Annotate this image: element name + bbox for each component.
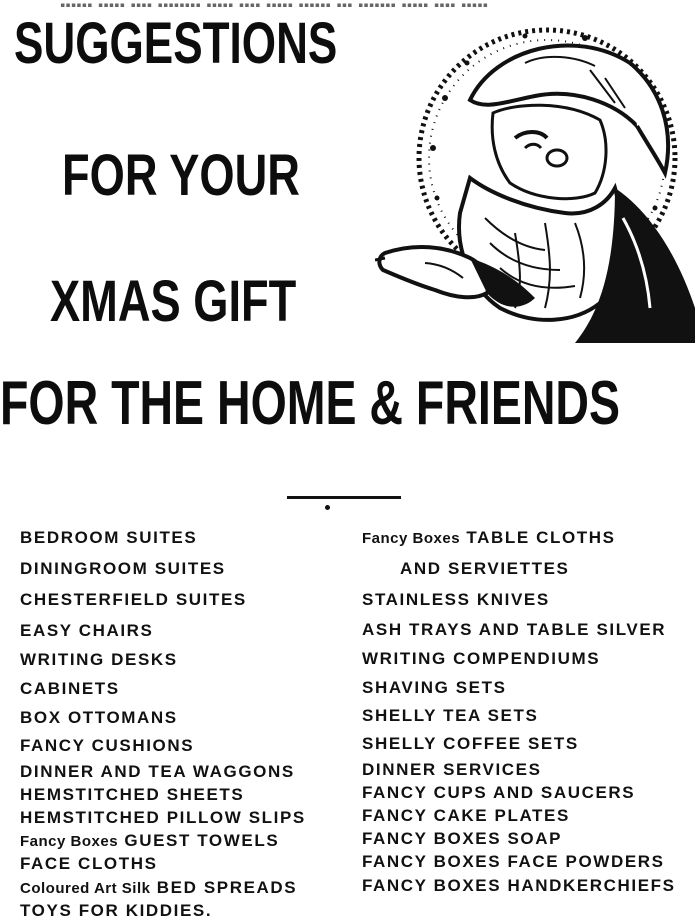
headline-xmas-gift: XMAS GIFT bbox=[50, 269, 297, 334]
list-item: TOYS FOR KIDDIES. bbox=[20, 901, 213, 920]
list-item: EASY CHAIRS bbox=[20, 621, 154, 640]
list-item: FANCY BOXES HANDKERCHIEFS bbox=[362, 876, 676, 895]
list-item: DINNER SERVICES bbox=[362, 760, 542, 779]
list-item: DINNER AND TEA WAGGONS bbox=[20, 762, 295, 781]
divider-ornament bbox=[325, 505, 330, 510]
list-item: ASH TRAYS AND TABLE SILVER bbox=[362, 620, 667, 639]
section-divider bbox=[287, 496, 401, 499]
list-item: BEDROOM SUITES bbox=[20, 528, 198, 547]
list-item: CABINETS bbox=[20, 679, 120, 698]
list-item: Fancy Boxes TABLE CLOTHS bbox=[362, 528, 616, 547]
list-item: BOX OTTOMANS bbox=[20, 708, 178, 727]
list-item: FANCY CAKE PLATES bbox=[362, 806, 570, 825]
headline-suggestions: SUGGESTIONS bbox=[14, 11, 338, 76]
list-item: SHELLY TEA SETS bbox=[362, 706, 539, 725]
headline-for-your: FOR YOUR bbox=[62, 143, 300, 208]
list-item: SHELLY COFFEE SETS bbox=[362, 734, 579, 753]
list-item: HEMSTITCHED PILLOW SLIPS bbox=[20, 808, 306, 827]
bleed-through-text: ▪▪▪▪▪▪ ▪▪▪▪▪ ▪▪▪▪ ▪▪▪▪▪▪▪▪ ▪▪▪▪▪ ▪▪▪▪ ▪▪▪▪▪ ▪▪▪▪▪▪ ▪▪▪ ▪▪▪▪▪▪▪ ▪▪▪▪▪ ▪▪▪▪ ▪▪▪▪▪ bbox=[60, 0, 489, 10]
list-item: DININGROOM SUITES bbox=[20, 559, 226, 578]
headline-home-friends: FOR THE HOME & FRIENDS bbox=[0, 369, 621, 438]
list-item: Fancy Boxes GUEST TOWELS bbox=[20, 831, 280, 850]
list-item: CHESTERFIELD SUITES bbox=[20, 590, 247, 609]
list-item: Coloured Art Silk BED SPREADS bbox=[20, 878, 298, 897]
list-item: FANCY CUPS AND SAUCERS bbox=[362, 783, 636, 802]
list-item: FACE CLOTHS bbox=[20, 854, 158, 873]
list-item: WRITING COMPENDIUMS bbox=[362, 649, 601, 668]
list-item: HEMSTITCHED SHEETS bbox=[20, 785, 245, 804]
list-item: WRITING DESKS bbox=[20, 650, 178, 669]
list-item: FANCY CUSHIONS bbox=[20, 736, 195, 755]
list-item: STAINLESS KNIVES bbox=[362, 590, 550, 609]
list-item: SHAVING SETS bbox=[362, 678, 507, 697]
list-item: AND SERVIETTES bbox=[400, 559, 570, 578]
list-item: FANCY BOXES FACE POWDERS bbox=[362, 852, 665, 871]
santa-claus-icon bbox=[375, 8, 700, 343]
list-item: FANCY BOXES SOAP bbox=[362, 829, 563, 848]
